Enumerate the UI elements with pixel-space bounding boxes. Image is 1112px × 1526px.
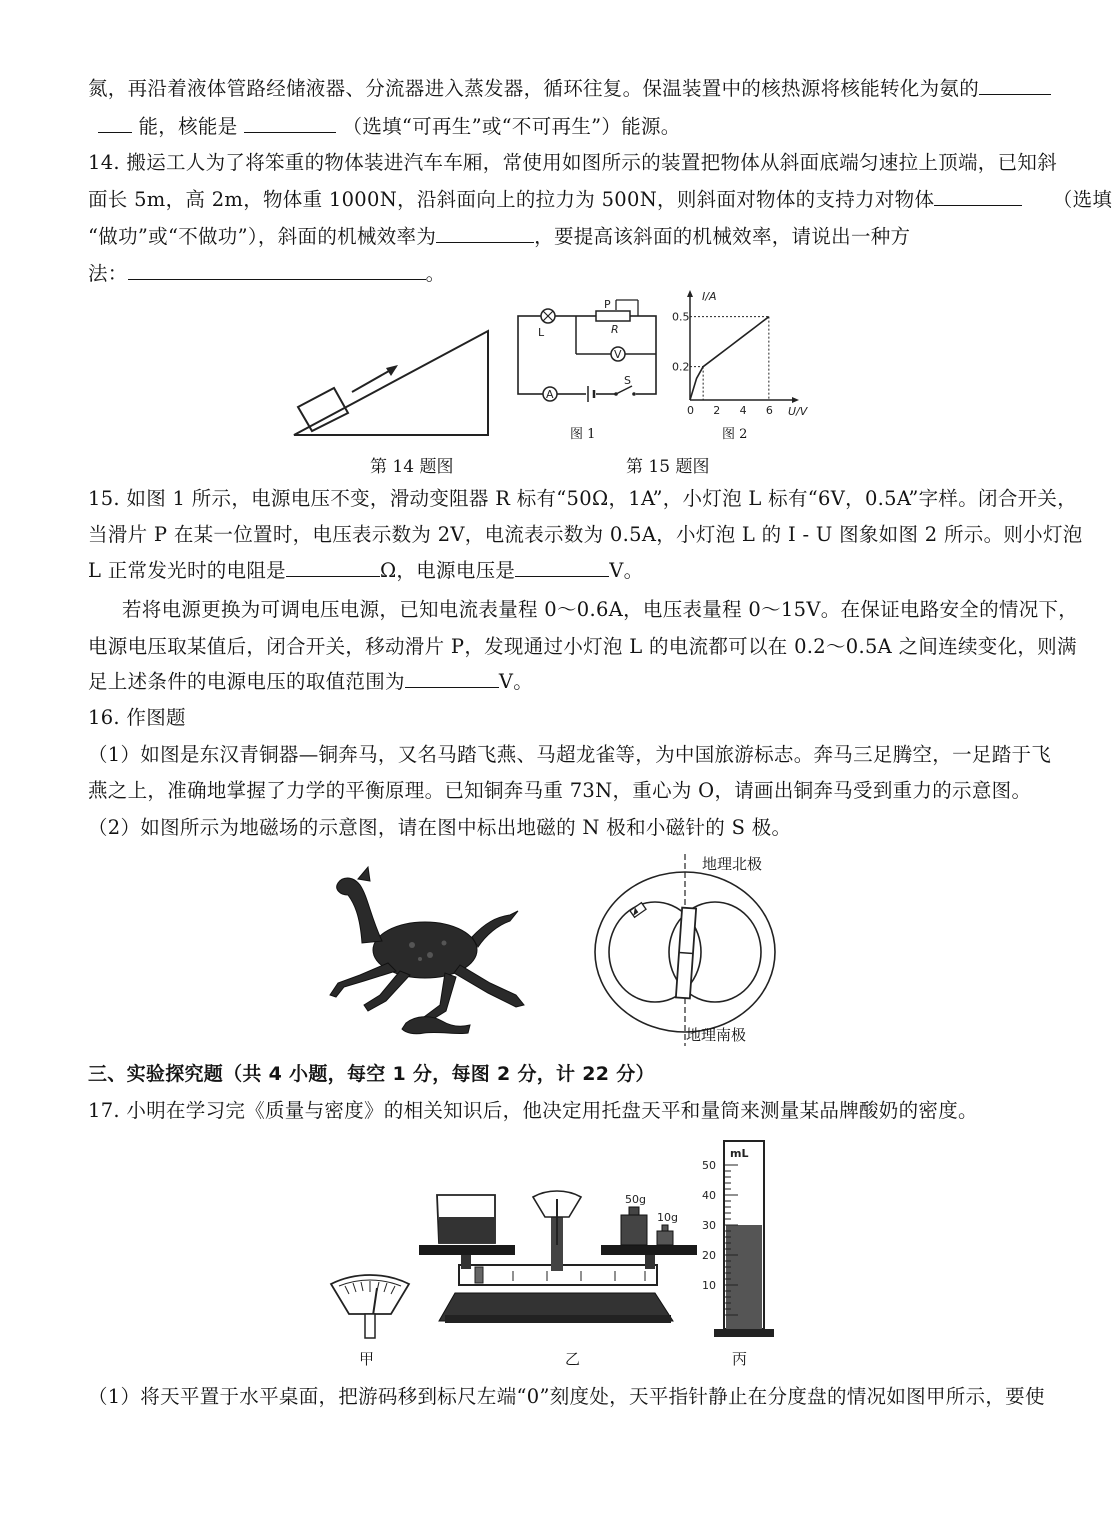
weight-10g-label: 10g [657, 1211, 678, 1224]
x-tick-label: 2 [713, 404, 721, 417]
answer-blank[interactable] [979, 76, 1051, 95]
q15-line3: L 正常发光时的电阻是 Ω，电源电压是 V。 [88, 559, 644, 582]
rheostat-symbol [596, 311, 630, 321]
label-L: L [538, 326, 545, 339]
section3-title: 三、实验探究题（共 4 小题，每空 1 分，每图 2 分，计 22 分） [88, 1063, 655, 1085]
balance-figure [415, 1185, 700, 1330]
q14-line3: “做功”或“不做功”），斜面的机械效率为 ，要提高该斜面的机械效率，请说出一种方 [88, 225, 911, 248]
label-yi: 乙 [565, 1350, 581, 1368]
q15-line2: 当滑片 P 在某一位置时，电压表示数为 2V，电流表示数为 0.5A，小灯泡 L 的 I - U 图象如图 2 所示。则小灯泡 [88, 523, 1083, 546]
cylinder-base [714, 1329, 774, 1337]
answer-blank[interactable] [244, 114, 336, 133]
pull-arrow-head [386, 365, 398, 376]
weight-10g [657, 1231, 673, 1245]
q16-line2: 燕之上，准确地掌握了力学的平衡原理。已知铜奔马重 73N，重心为 O，请画出铜奔马受到重力的示意图。 [88, 779, 1032, 802]
cylinder-tick-label: 20 [702, 1249, 716, 1262]
q16-title: 16. 作图题 [88, 706, 186, 729]
x-tick-label: 4 [739, 404, 747, 417]
q13-line2: 能，核能是 （选填“可再生”或“不可再生”）能源。 [88, 114, 681, 140]
right-pan [601, 1245, 697, 1255]
horse-tail [472, 911, 518, 947]
answer-blank[interactable] [286, 558, 380, 577]
yogurt-in-beaker [439, 1217, 495, 1243]
y-tick-label: 0.2 [672, 360, 690, 374]
label-A: A [546, 388, 554, 401]
iu-graph [672, 288, 812, 423]
cylinder-tick-label: 40 [702, 1189, 716, 1202]
label-bing: 丙 [732, 1350, 748, 1368]
dial-figure [325, 1270, 415, 1340]
q15-line1: 15. 如图 1 所示，电源电压不变，滑动变阻器 R 标有“50Ω，1A”，小灯泡 L 标有“6V，0.5A”字样。闭合开关， [88, 487, 1078, 510]
cylinder-tick-label: 50 [702, 1159, 716, 1172]
label-S: S [624, 374, 631, 387]
horse-head [337, 878, 382, 943]
label-V: V [614, 348, 622, 361]
y-tick-label: 0.5 [672, 310, 690, 324]
q17-line1: 17. 小明在学习完《质量与密度》的相关知识后，他决定用托盘天平和量筒来测量某品牌酸奶的密度。 [88, 1099, 978, 1122]
left-pan [419, 1245, 515, 1255]
fig1-label: 图 1 [570, 427, 596, 442]
q14-line1: 14. 搬运工人为了将笨重的物体装进汽车车厢，常使用如图所示的装置把物体从斜面底端匀速拉上顶端，已知斜 [88, 151, 1058, 174]
horse-leg [454, 965, 524, 1007]
cylinder-liquid [726, 1225, 762, 1329]
bronze-horse-figure [320, 855, 540, 1045]
q13-line1: 氮，再沿着液体管路经储液器、分流器进入蒸发器，循环往复。保温装置中的核热源将核能转化为氨的 [88, 76, 1051, 102]
caption-q14: 第 14 题图 [370, 457, 454, 477]
incline-figure [290, 325, 495, 440]
dial-plate [331, 1275, 409, 1314]
q14-line4: 法： 。 [88, 262, 446, 285]
label-P: P [604, 298, 611, 311]
iu-curve [690, 317, 769, 400]
answer-blank[interactable] [515, 558, 609, 577]
incline-triangle [294, 331, 488, 435]
q15-line6: 足上述条件的电源电压的取值范围为 V。 [88, 670, 533, 693]
q16-line1: （1）如图是东汉青铜器—铜奔马，又名马踏飞燕、马超龙雀等，为中国旅游标志。奔马三足腾空，一足踏于飞 [88, 743, 1052, 766]
x-tick-label: 6 [765, 404, 773, 417]
fig2-label: 图 2 [722, 427, 748, 442]
x-axis-label: U/V [788, 405, 808, 418]
small-compass-needle [630, 903, 646, 918]
cylinder-figure [700, 1135, 780, 1340]
answer-blank[interactable] [934, 187, 1022, 206]
weight-50g-label: 50g [625, 1193, 646, 1206]
answer-blank[interactable] [436, 224, 534, 243]
answer-blank[interactable] [405, 669, 499, 688]
label-R: R [611, 323, 619, 336]
ml-unit: mL [730, 1147, 749, 1160]
q14-line2: 面长 5m，高 2m，物体重 1000N，沿斜面向上的拉力为 500N，则斜面对物体的支持力对物体 （选填 [88, 188, 1112, 211]
answer-blank[interactable] [128, 261, 426, 280]
q17-line2: （1）将天平置于水平桌面，把游码移到标尺左端“0”刻度处，天平指针静止在分度盘的情况如图甲所示，要使 [88, 1385, 1045, 1408]
answer-blank[interactable] [98, 114, 132, 133]
geographic-north-label: 地理北极 [702, 855, 763, 873]
rider [475, 1267, 483, 1283]
caption-q15: 第 15 题图 [626, 457, 710, 477]
x-tick-label: 0 [687, 404, 694, 417]
label-jia: 甲 [359, 1350, 375, 1368]
weight-50g [621, 1215, 647, 1245]
swallow [402, 1017, 470, 1034]
geographic-south-label: 地理南极 [686, 1026, 747, 1044]
geomagnetic-figure [585, 850, 785, 1050]
q16-line3: （2）如图所示为地磁场的示意图，请在图中标出地磁的 N 极和小磁针的 S 极。 [88, 816, 792, 839]
horse-leg [424, 973, 456, 1021]
cylinder-tick-label: 10 [702, 1279, 716, 1292]
q15-line4: 若将电源更换为可调电压电源，已知电流表量程 0～0.6A，电压表量程 0～15V。在保证电路安全的情况下， [122, 598, 1079, 621]
cylinder-tick-label: 30 [702, 1219, 716, 1232]
q15-line5: 电源电压取某值后，闭合开关，移动滑片 P，发现通过小灯泡 L 的电流都可以在 0.2～0.5A 之间连续变化，则满 [88, 635, 1077, 658]
circuit-figure [512, 298, 662, 403]
y-axis-label: I/A [702, 290, 717, 303]
